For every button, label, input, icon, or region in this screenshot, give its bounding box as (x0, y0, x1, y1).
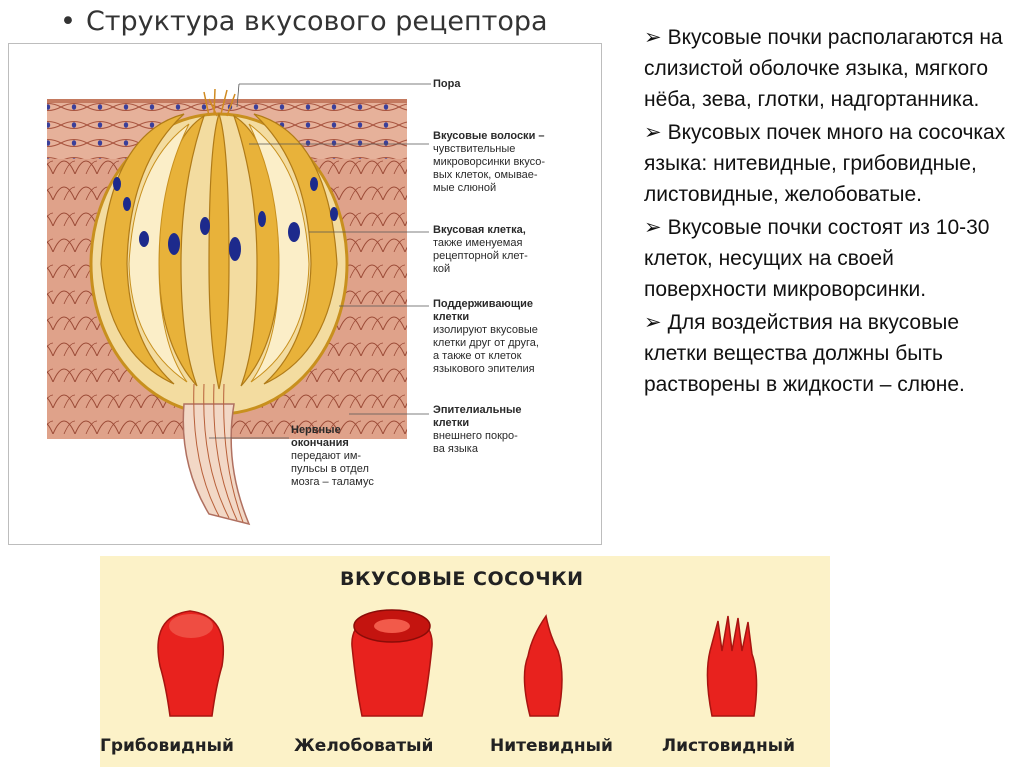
bullet-text: Вкусовые почки располагаются на слизистой оболочке языка, мягкого нёба, зева, глотки, надгортанника. (644, 26, 1003, 111)
papillae-title: ВКУСОВЫЕ СОСОЧКИ (340, 568, 584, 590)
taste-cell-desc-2: рецепторной клет- (433, 250, 528, 262)
support-desc-2: клетки друг от друга, (433, 337, 539, 349)
papilla-name-fungiform: Грибовидный (100, 736, 234, 756)
taste-hairs-desc-4: мые слюной (433, 182, 497, 194)
filiform-papilla (524, 616, 562, 716)
arrow-icon: ➢ (644, 121, 662, 144)
nerve-title-1: Нервные (291, 424, 341, 436)
label-support-cells (433, 298, 539, 376)
taste-cell-desc-1: также именуемая (433, 237, 523, 249)
nerve-title-2: окончания (291, 437, 349, 449)
taste-hairs-title: Вкусовые волоски – (433, 130, 545, 142)
nerve-desc-1: передают им- (291, 450, 362, 462)
arrow-icon: ➢ (644, 216, 662, 239)
label-taste-hairs (433, 130, 545, 195)
label-pore (433, 78, 460, 91)
epith-title-2: клетки (433, 417, 470, 429)
slide-title (60, 6, 548, 37)
bullet-text: Вкусовые почки состоят из 10-30 клеток, несущих на своей поверхности микроворсинки. (644, 216, 990, 301)
support-title-2: клетки (433, 311, 470, 323)
pore-title: Пора (433, 78, 461, 90)
support-desc-4: языкового эпителия (433, 363, 535, 375)
circumvallate-papilla (352, 610, 432, 716)
nerve-desc-2: пульсы в отдел (291, 463, 369, 475)
arrow-icon: ➢ (644, 311, 662, 334)
label-nerve-endings (291, 424, 374, 489)
epith-title-1: Эпителиальные (433, 404, 522, 416)
foliate-papilla (707, 616, 756, 716)
papilla-name-foliate: Листовидный (662, 736, 796, 756)
papillae-panel (100, 556, 830, 767)
title-bullet: • (60, 6, 76, 37)
taste-hairs-desc-3: вых клеток, омывае- (433, 169, 538, 181)
label-epithelial-cells (433, 404, 522, 456)
bullet-text: Вкусовых почек много на сосочках языка: нитевидные, грибовидные, листовидные, желобоватые. (644, 121, 1006, 206)
bullet-text: Для воздействия на вкусовые клетки вещества должны быть растворены в жидкости – слюне. (644, 311, 965, 396)
epith-desc-2: ва языка (433, 443, 478, 455)
support-title-1: Поддерживающие (433, 298, 533, 310)
fungiform-papilla (158, 611, 223, 716)
bullet-item (644, 212, 1014, 305)
arrow-icon: ➢ (644, 26, 662, 49)
bullet-item (644, 307, 1014, 400)
bullet-item (644, 117, 1014, 210)
label-taste-cell (433, 224, 528, 276)
taste-receptor-figure (8, 43, 602, 545)
papilla-name-filiform: Нитевидный (490, 736, 613, 756)
taste-hairs-desc-2: микроворсинки вкусо- (433, 156, 546, 168)
bullet-item (644, 22, 1014, 115)
support-desc-1: изолируют вкусовые (433, 324, 538, 336)
papilla-name-circumvallate: Желобоватый (294, 736, 434, 756)
taste-cell-desc-3: кой (433, 263, 451, 275)
taste-hairs-desc-1: чувствительные (433, 143, 516, 155)
support-desc-3: а также от клеток (433, 350, 522, 362)
taste-cell-title: Вкусовая клетка, (433, 224, 526, 236)
title-text: Структура вкусового рецептора (85, 6, 548, 37)
epith-desc-1: внешнего покро- (433, 430, 518, 442)
bullet-list (644, 22, 1014, 402)
nerve-desc-3: мозга – таламус (291, 476, 374, 488)
